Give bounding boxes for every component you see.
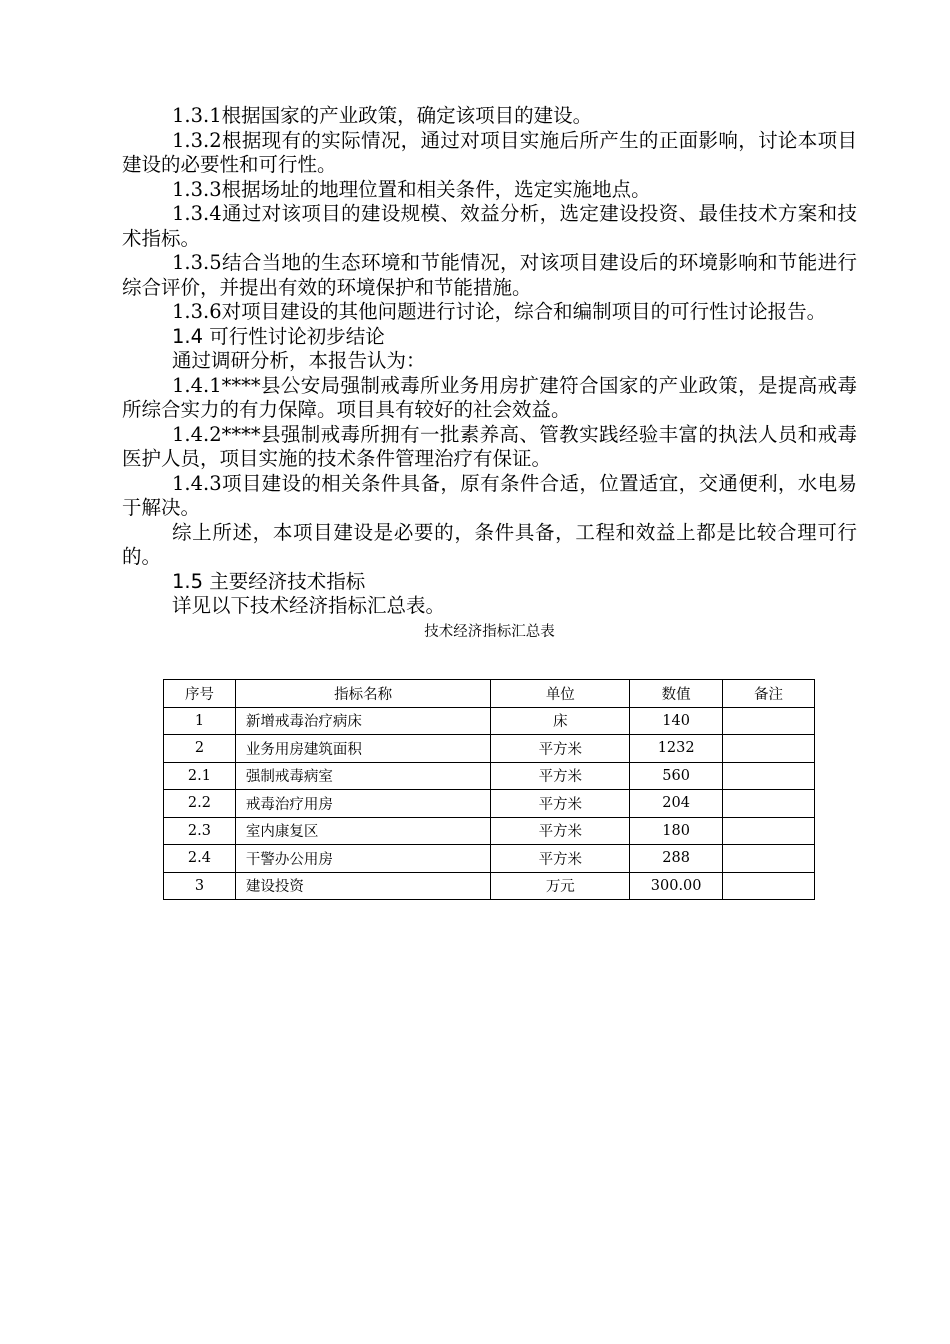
cell-remark (723, 790, 815, 818)
cell-value: 288 (630, 845, 723, 873)
cell-seq: 3 (164, 872, 236, 900)
table-row (164, 790, 815, 818)
table-caption: 技术经济指标汇总表 (424, 623, 555, 640)
cell-unit: 平方米 (491, 845, 630, 873)
cell-remark (723, 762, 815, 790)
cell-value: 560 (630, 762, 723, 790)
cell-remark (723, 707, 815, 735)
header-unit: 单位 (491, 680, 630, 708)
cell-value: 180 (630, 817, 723, 845)
cell-indicator-name: 新增戒毒治疗病床 (235, 707, 491, 735)
cell-indicator-name: 强制戒毒病室 (235, 762, 491, 790)
paragraph-intro-1-5: 详见以下技术经济指标汇总表。 (172, 594, 446, 617)
cell-seq: 2 (164, 735, 236, 763)
cell-unit: 万元 (491, 872, 630, 900)
table-row (164, 817, 815, 845)
header-seq: 序号 (164, 680, 236, 708)
cell-value: 204 (630, 790, 723, 818)
paragraph-1-3-2: 1.3.2根据现有的实际情况，通过对项目实施后所产生的正面影响，讨论本项目建设的必要性和可行性。 (122, 128, 857, 176)
document-body (122, 104, 857, 642)
cell-seq: 2.1 (164, 762, 236, 790)
cell-remark (723, 817, 815, 845)
paragraph-1-4-2: 1.4.2****县强制戒毒所拥有一批素养高、管教实践经验丰富的执法人员和戒毒医护人员，项目实施的技术条件管理治疗有保证。 (122, 422, 857, 470)
header-remark: 备注 (723, 680, 815, 708)
header-value: 数值 (630, 680, 723, 708)
cell-unit: 平方米 (491, 735, 630, 763)
cell-unit: 床 (491, 707, 630, 735)
paragraph-1-4-3: 1.4.3项目建设的相关条件具备，原有条件合适，位置适宜，交通便利，水电易于解决。 (122, 471, 857, 519)
table-row (164, 762, 815, 790)
paragraph-1-3-4: 1.3.4通过对该项目的建设规模、效益分析，选定建设投资、最佳技术方案和技术指标。 (122, 202, 857, 250)
cell-indicator-name: 戒毒治疗用房 (235, 790, 491, 818)
paragraph-summary: 综上所述，本项目建设是必要的，条件具备，工程和效益上都是比较合理可行的。 (122, 520, 857, 568)
table-row (164, 872, 815, 900)
cell-indicator-name: 业务用房建筑面积 (235, 735, 491, 763)
cell-remark (723, 735, 815, 763)
cell-unit: 平方米 (491, 762, 630, 790)
cell-indicator-name: 室内康复区 (235, 817, 491, 845)
cell-unit: 平方米 (491, 790, 630, 818)
paragraph-1-3-1: 1.3.1根据国家的产业政策，确定该项目的建设。 (172, 104, 593, 127)
cell-value: 1232 (630, 735, 723, 763)
paragraph-intro-1-4: 通过调研分析，本报告认为： (172, 349, 426, 372)
heading-1-4: 1.4 可行性讨论初步结论 (172, 324, 385, 348)
cell-seq: 2.3 (164, 817, 236, 845)
indicator-table (163, 679, 815, 900)
cell-remark (723, 845, 815, 873)
cell-value: 300.00 (630, 872, 723, 900)
cell-unit: 平方米 (491, 817, 630, 845)
cell-indicator-name: 干警办公用房 (235, 845, 491, 873)
paragraph-1-3-5: 1.3.5结合当地的生态环境和节能情况，对该项目建设后的环境影响和节能进行综合评价，并提出有效的环境保护和节能措施。 (122, 251, 857, 299)
cell-indicator-name: 建设投资 (235, 872, 491, 900)
cell-seq: 1 (164, 707, 236, 735)
table-header-row (164, 680, 815, 708)
paragraph-1-3-3: 1.3.3根据场址的地理位置和相关条件，选定实施地点。 (172, 177, 651, 201)
cell-value: 140 (630, 707, 723, 735)
table-row (164, 845, 815, 873)
cell-remark (723, 872, 815, 900)
cell-seq: 2.2 (164, 790, 236, 818)
cell-seq: 2.4 (164, 845, 236, 873)
paragraph-1-3-6: 1.3.6对项目建设的其他问题进行讨论，综合和编制项目的可行性讨论报告。 (172, 300, 827, 323)
paragraph-1-4-1: 1.4.1****县公安局强制戒毒所业务用房扩建符合国家的产业政策，是提高戒毒所综合实力的有力保障。项目具有较好的社会效益。 (122, 373, 857, 421)
header-indicator-name: 指标名称 (235, 680, 491, 708)
heading-1-5: 1.5 主要经济技术指标 (172, 569, 366, 593)
table-row (164, 735, 815, 763)
table-row (164, 707, 815, 735)
